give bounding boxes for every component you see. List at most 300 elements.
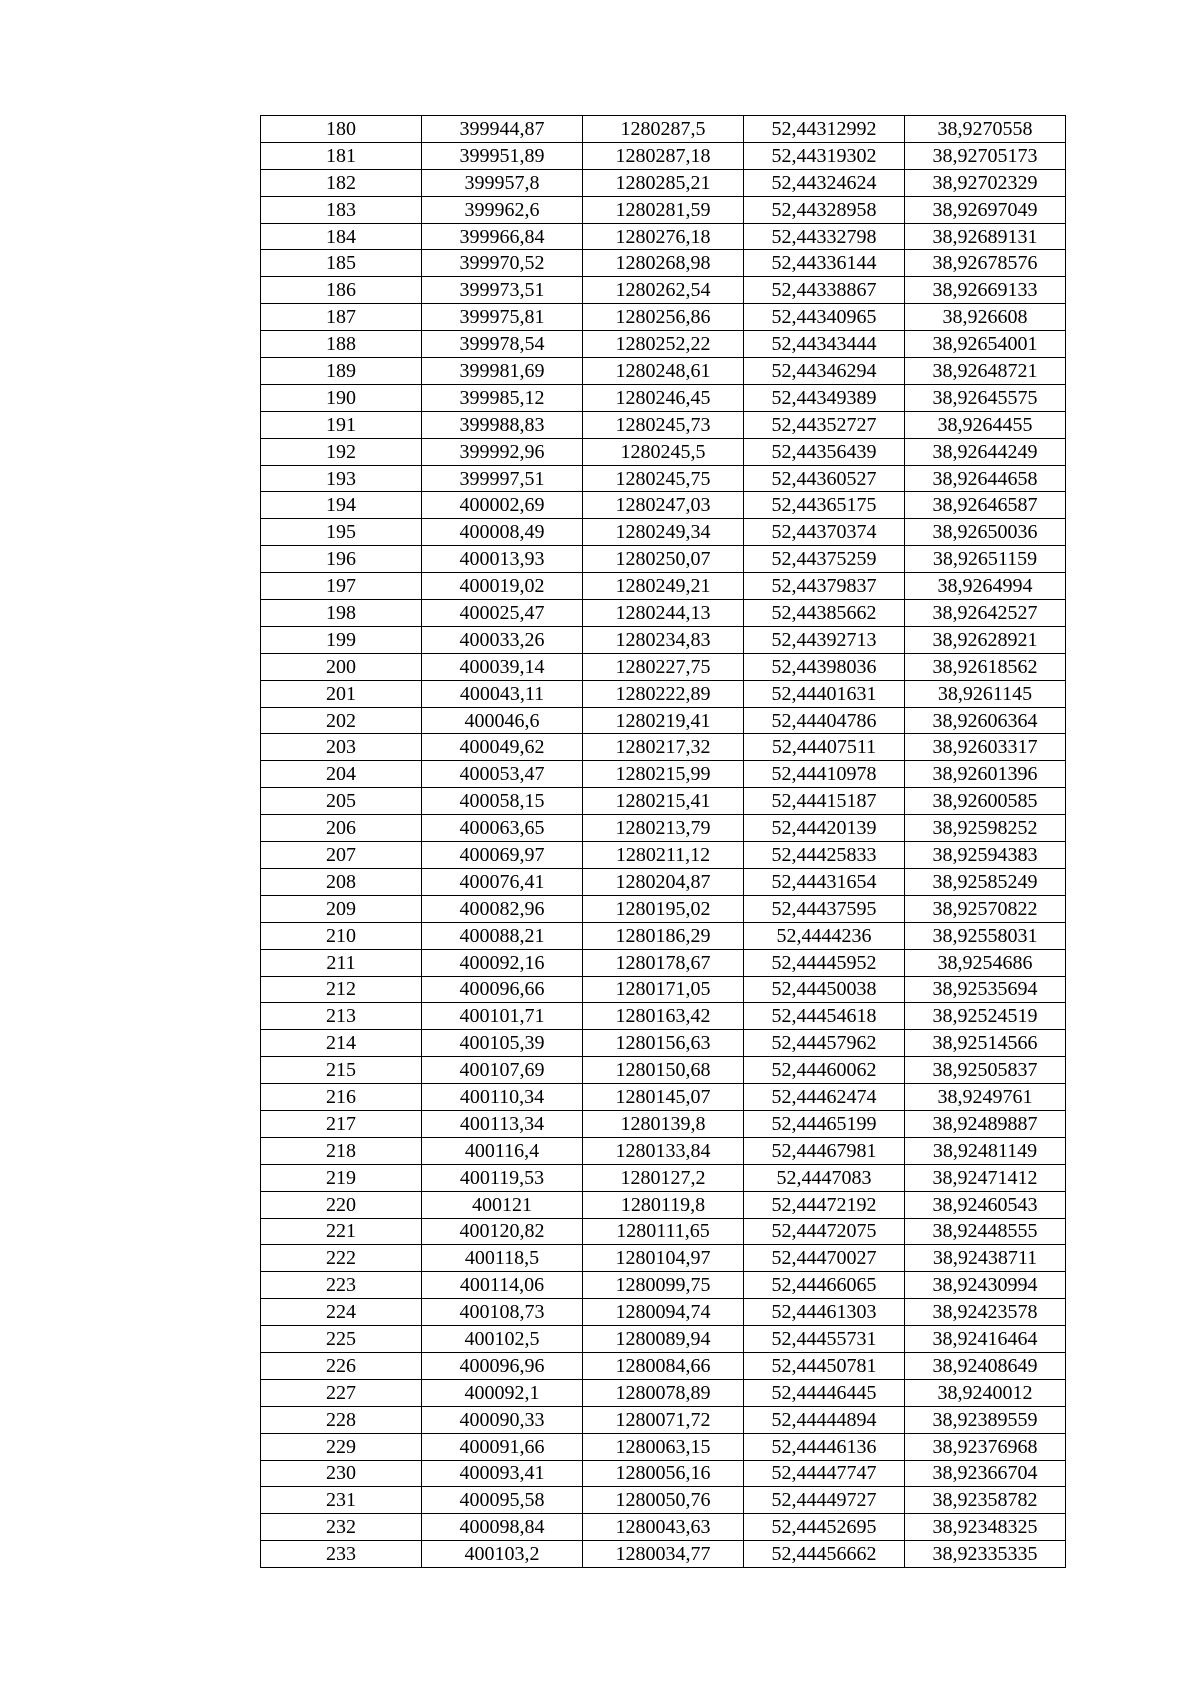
point-number-cell: 220	[261, 1191, 422, 1218]
y-coordinate-cell: 1280249,34	[583, 519, 744, 546]
y-coordinate-cell: 1280281,59	[583, 196, 744, 223]
longitude-cell: 38,92689131	[905, 223, 1066, 250]
table-row	[261, 949, 1066, 976]
table-row	[261, 1272, 1066, 1299]
x-coordinate-cell: 400102,5	[422, 1326, 583, 1353]
x-coordinate-cell: 399957,8	[422, 169, 583, 196]
latitude-cell: 52,44461303	[744, 1299, 905, 1326]
point-number-cell: 212	[261, 976, 422, 1003]
x-coordinate-cell: 400110,34	[422, 1084, 583, 1111]
longitude-cell: 38,92697049	[905, 196, 1066, 223]
point-number-cell: 201	[261, 680, 422, 707]
longitude-cell: 38,92514566	[905, 1030, 1066, 1057]
y-coordinate-cell: 1280078,89	[583, 1379, 744, 1406]
longitude-cell: 38,92535694	[905, 976, 1066, 1003]
x-coordinate-cell: 400033,26	[422, 626, 583, 653]
latitude-cell: 52,44312992	[744, 116, 905, 143]
point-number-cell: 185	[261, 250, 422, 277]
y-coordinate-cell: 1280071,72	[583, 1406, 744, 1433]
longitude-cell: 38,9254686	[905, 949, 1066, 976]
table-row	[261, 1541, 1066, 1568]
y-coordinate-cell: 1280219,41	[583, 707, 744, 734]
latitude-cell: 52,44407511	[744, 734, 905, 761]
longitude-cell: 38,92669133	[905, 277, 1066, 304]
y-coordinate-cell: 1280156,63	[583, 1030, 744, 1057]
latitude-cell: 52,44455731	[744, 1326, 905, 1353]
table-row	[261, 1460, 1066, 1487]
latitude-cell: 52,44466065	[744, 1272, 905, 1299]
x-coordinate-cell: 399962,6	[422, 196, 583, 223]
latitude-cell: 52,44401631	[744, 680, 905, 707]
latitude-cell: 52,44472075	[744, 1218, 905, 1245]
y-coordinate-cell: 1280262,54	[583, 277, 744, 304]
latitude-cell: 52,44392713	[744, 626, 905, 653]
longitude-cell: 38,9264455	[905, 411, 1066, 438]
latitude-cell: 52,44336144	[744, 250, 905, 277]
table-row	[261, 895, 1066, 922]
x-coordinate-cell: 400092,16	[422, 949, 583, 976]
y-coordinate-cell: 1280250,07	[583, 546, 744, 573]
latitude-cell: 52,44465199	[744, 1110, 905, 1137]
table-row	[261, 1245, 1066, 1272]
longitude-cell: 38,92650036	[905, 519, 1066, 546]
x-coordinate-cell: 400082,96	[422, 895, 583, 922]
longitude-cell: 38,92598252	[905, 815, 1066, 842]
y-coordinate-cell: 1280244,13	[583, 600, 744, 627]
table-row	[261, 1406, 1066, 1433]
x-coordinate-cell: 400101,71	[422, 1003, 583, 1030]
y-coordinate-cell: 1280287,18	[583, 142, 744, 169]
table-row	[261, 250, 1066, 277]
longitude-cell: 38,92448555	[905, 1218, 1066, 1245]
point-number-cell: 213	[261, 1003, 422, 1030]
latitude-cell: 52,44385662	[744, 600, 905, 627]
latitude-cell: 52,4447083	[744, 1164, 905, 1191]
point-number-cell: 207	[261, 842, 422, 869]
point-number-cell: 233	[261, 1541, 422, 1568]
latitude-cell: 52,44467981	[744, 1137, 905, 1164]
longitude-cell: 38,92603317	[905, 734, 1066, 761]
x-coordinate-cell: 399973,51	[422, 277, 583, 304]
table-row	[261, 842, 1066, 869]
table-row	[261, 1164, 1066, 1191]
x-coordinate-cell: 400092,1	[422, 1379, 583, 1406]
latitude-cell: 52,44450781	[744, 1352, 905, 1379]
table-row	[261, 438, 1066, 465]
point-number-cell: 229	[261, 1433, 422, 1460]
table-row	[261, 1057, 1066, 1084]
x-coordinate-cell: 400119,53	[422, 1164, 583, 1191]
y-coordinate-cell: 1280043,63	[583, 1514, 744, 1541]
latitude-cell: 52,44410978	[744, 761, 905, 788]
y-coordinate-cell: 1280063,15	[583, 1433, 744, 1460]
y-coordinate-cell: 1280195,02	[583, 895, 744, 922]
x-coordinate-cell: 400063,65	[422, 815, 583, 842]
coordinates-table	[260, 115, 1066, 1568]
y-coordinate-cell: 1280268,98	[583, 250, 744, 277]
x-coordinate-cell: 400105,39	[422, 1030, 583, 1057]
y-coordinate-cell: 1280213,79	[583, 815, 744, 842]
y-coordinate-cell: 1280133,84	[583, 1137, 744, 1164]
x-coordinate-cell: 400116,4	[422, 1137, 583, 1164]
y-coordinate-cell: 1280285,21	[583, 169, 744, 196]
y-coordinate-cell: 1280178,67	[583, 949, 744, 976]
point-number-cell: 182	[261, 169, 422, 196]
point-number-cell: 216	[261, 1084, 422, 1111]
point-number-cell: 224	[261, 1299, 422, 1326]
point-number-cell: 186	[261, 277, 422, 304]
latitude-cell: 52,44470027	[744, 1245, 905, 1272]
x-coordinate-cell: 399981,69	[422, 358, 583, 385]
latitude-cell: 52,44365175	[744, 492, 905, 519]
y-coordinate-cell: 1280256,86	[583, 304, 744, 331]
y-coordinate-cell: 1280150,68	[583, 1057, 744, 1084]
table-row	[261, 600, 1066, 627]
y-coordinate-cell: 1280127,2	[583, 1164, 744, 1191]
latitude-cell: 52,44375259	[744, 546, 905, 573]
longitude-cell: 38,92408649	[905, 1352, 1066, 1379]
latitude-cell: 52,44462474	[744, 1084, 905, 1111]
y-coordinate-cell: 1280084,66	[583, 1352, 744, 1379]
point-number-cell: 217	[261, 1110, 422, 1137]
y-coordinate-cell: 1280139,8	[583, 1110, 744, 1137]
x-coordinate-cell: 399970,52	[422, 250, 583, 277]
point-number-cell: 205	[261, 788, 422, 815]
x-coordinate-cell: 400108,73	[422, 1299, 583, 1326]
y-coordinate-cell: 1280245,5	[583, 438, 744, 465]
point-number-cell: 231	[261, 1487, 422, 1514]
x-coordinate-cell: 400118,5	[422, 1245, 583, 1272]
point-number-cell: 230	[261, 1460, 422, 1487]
table-row	[261, 1379, 1066, 1406]
point-number-cell: 193	[261, 465, 422, 492]
longitude-cell: 38,92471412	[905, 1164, 1066, 1191]
longitude-cell: 38,92558031	[905, 922, 1066, 949]
table-row	[261, 734, 1066, 761]
x-coordinate-cell: 400095,58	[422, 1487, 583, 1514]
point-number-cell: 188	[261, 331, 422, 358]
table-row	[261, 761, 1066, 788]
latitude-cell: 52,44349389	[744, 384, 905, 411]
latitude-cell: 52,44447747	[744, 1460, 905, 1487]
longitude-cell: 38,92678576	[905, 250, 1066, 277]
latitude-cell: 52,44437595	[744, 895, 905, 922]
latitude-cell: 52,44431654	[744, 868, 905, 895]
latitude-cell: 52,44332798	[744, 223, 905, 250]
point-number-cell: 187	[261, 304, 422, 331]
x-coordinate-cell: 400113,34	[422, 1110, 583, 1137]
longitude-cell: 38,92585249	[905, 868, 1066, 895]
x-coordinate-cell: 400013,93	[422, 546, 583, 573]
table-row	[261, 519, 1066, 546]
latitude-cell: 52,44352727	[744, 411, 905, 438]
latitude-cell: 52,44449727	[744, 1487, 905, 1514]
table-row	[261, 680, 1066, 707]
x-coordinate-cell: 399978,54	[422, 331, 583, 358]
table-row	[261, 277, 1066, 304]
x-coordinate-cell: 400103,2	[422, 1541, 583, 1568]
x-coordinate-cell: 400120,82	[422, 1218, 583, 1245]
latitude-cell: 52,44460062	[744, 1057, 905, 1084]
x-coordinate-cell: 400069,97	[422, 842, 583, 869]
y-coordinate-cell: 1280204,87	[583, 868, 744, 895]
latitude-cell: 52,44454618	[744, 1003, 905, 1030]
latitude-cell: 52,44343444	[744, 331, 905, 358]
x-coordinate-cell: 400019,02	[422, 573, 583, 600]
y-coordinate-cell: 1280276,18	[583, 223, 744, 250]
table-row	[261, 922, 1066, 949]
table-row	[261, 1030, 1066, 1057]
table-row	[261, 573, 1066, 600]
table-row	[261, 546, 1066, 573]
longitude-cell: 38,92416464	[905, 1326, 1066, 1353]
latitude-cell: 52,44415187	[744, 788, 905, 815]
x-coordinate-cell: 400088,21	[422, 922, 583, 949]
point-number-cell: 183	[261, 196, 422, 223]
longitude-cell: 38,92600585	[905, 788, 1066, 815]
y-coordinate-cell: 1280104,97	[583, 1245, 744, 1272]
y-coordinate-cell: 1280287,5	[583, 116, 744, 143]
y-coordinate-cell: 1280089,94	[583, 1326, 744, 1353]
longitude-cell: 38,92645575	[905, 384, 1066, 411]
point-number-cell: 196	[261, 546, 422, 573]
point-number-cell: 215	[261, 1057, 422, 1084]
table-row	[261, 142, 1066, 169]
x-coordinate-cell: 400121	[422, 1191, 583, 1218]
latitude-cell: 52,44456662	[744, 1541, 905, 1568]
table-row	[261, 1487, 1066, 1514]
table-row	[261, 1352, 1066, 1379]
x-coordinate-cell: 399951,89	[422, 142, 583, 169]
table-row	[261, 465, 1066, 492]
longitude-cell: 38,92651159	[905, 546, 1066, 573]
x-coordinate-cell: 400091,66	[422, 1433, 583, 1460]
x-coordinate-cell: 400096,96	[422, 1352, 583, 1379]
x-coordinate-cell: 399966,84	[422, 223, 583, 250]
x-coordinate-cell: 399992,96	[422, 438, 583, 465]
latitude-cell: 52,44444894	[744, 1406, 905, 1433]
point-number-cell: 192	[261, 438, 422, 465]
y-coordinate-cell: 1280111,65	[583, 1218, 744, 1245]
longitude-cell: 38,92335335	[905, 1541, 1066, 1568]
y-coordinate-cell: 1280246,45	[583, 384, 744, 411]
longitude-cell: 38,92606364	[905, 707, 1066, 734]
longitude-cell: 38,92376968	[905, 1433, 1066, 1460]
latitude-cell: 52,44472192	[744, 1191, 905, 1218]
point-number-cell: 200	[261, 653, 422, 680]
table-row	[261, 1326, 1066, 1353]
y-coordinate-cell: 1280056,16	[583, 1460, 744, 1487]
longitude-cell: 38,926608	[905, 304, 1066, 331]
table-row	[261, 815, 1066, 842]
table-row	[261, 116, 1066, 143]
longitude-cell: 38,92430994	[905, 1272, 1066, 1299]
x-coordinate-cell: 400076,41	[422, 868, 583, 895]
point-number-cell: 221	[261, 1218, 422, 1245]
point-number-cell: 191	[261, 411, 422, 438]
point-number-cell: 197	[261, 573, 422, 600]
latitude-cell: 52,44425833	[744, 842, 905, 869]
longitude-cell: 38,92389559	[905, 1406, 1066, 1433]
latitude-cell: 52,44420139	[744, 815, 905, 842]
point-number-cell: 204	[261, 761, 422, 788]
point-number-cell: 203	[261, 734, 422, 761]
latitude-cell: 52,44356439	[744, 438, 905, 465]
table-row	[261, 1137, 1066, 1164]
x-coordinate-cell: 400043,11	[422, 680, 583, 707]
x-coordinate-cell: 400053,47	[422, 761, 583, 788]
table-row	[261, 331, 1066, 358]
latitude-cell: 52,44446445	[744, 1379, 905, 1406]
table-row	[261, 707, 1066, 734]
x-coordinate-cell: 399997,51	[422, 465, 583, 492]
latitude-cell: 52,44370374	[744, 519, 905, 546]
table-row	[261, 868, 1066, 895]
latitude-cell: 52,44379837	[744, 573, 905, 600]
point-number-cell: 208	[261, 868, 422, 895]
point-number-cell: 211	[261, 949, 422, 976]
x-coordinate-cell: 400025,47	[422, 600, 583, 627]
table-row	[261, 1433, 1066, 1460]
longitude-cell: 38,9270558	[905, 116, 1066, 143]
point-number-cell: 190	[261, 384, 422, 411]
y-coordinate-cell: 1280119,8	[583, 1191, 744, 1218]
latitude-cell: 52,44450038	[744, 976, 905, 1003]
table-row	[261, 1218, 1066, 1245]
latitude-cell: 52,44340965	[744, 304, 905, 331]
y-coordinate-cell: 1280245,73	[583, 411, 744, 438]
longitude-cell: 38,92644249	[905, 438, 1066, 465]
longitude-cell: 38,9249761	[905, 1084, 1066, 1111]
point-number-cell: 227	[261, 1379, 422, 1406]
point-number-cell: 199	[261, 626, 422, 653]
x-coordinate-cell: 399985,12	[422, 384, 583, 411]
longitude-cell: 38,92505837	[905, 1057, 1066, 1084]
longitude-cell: 38,92358782	[905, 1487, 1066, 1514]
y-coordinate-cell: 1280215,99	[583, 761, 744, 788]
table-row	[261, 626, 1066, 653]
latitude-cell: 52,44319302	[744, 142, 905, 169]
longitude-cell: 38,9261145	[905, 680, 1066, 707]
y-coordinate-cell: 1280163,42	[583, 1003, 744, 1030]
x-coordinate-cell: 400049,62	[422, 734, 583, 761]
y-coordinate-cell: 1280215,41	[583, 788, 744, 815]
point-number-cell: 198	[261, 600, 422, 627]
table-row	[261, 223, 1066, 250]
table-row	[261, 358, 1066, 385]
point-number-cell: 223	[261, 1272, 422, 1299]
longitude-cell: 38,92570822	[905, 895, 1066, 922]
x-coordinate-cell: 399975,81	[422, 304, 583, 331]
y-coordinate-cell: 1280034,77	[583, 1541, 744, 1568]
table-row	[261, 1191, 1066, 1218]
longitude-cell: 38,92438711	[905, 1245, 1066, 1272]
latitude-cell: 52,44398036	[744, 653, 905, 680]
table-row	[261, 653, 1066, 680]
latitude-cell: 52,44338867	[744, 277, 905, 304]
latitude-cell: 52,44404786	[744, 707, 905, 734]
y-coordinate-cell: 1280252,22	[583, 331, 744, 358]
longitude-cell: 38,92460543	[905, 1191, 1066, 1218]
x-coordinate-cell: 400058,15	[422, 788, 583, 815]
x-coordinate-cell: 400098,84	[422, 1514, 583, 1541]
table-row	[261, 1003, 1066, 1030]
y-coordinate-cell: 1280217,32	[583, 734, 744, 761]
point-number-cell: 202	[261, 707, 422, 734]
table-row	[261, 196, 1066, 223]
x-coordinate-cell: 399988,83	[422, 411, 583, 438]
longitude-cell: 38,92524519	[905, 1003, 1066, 1030]
y-coordinate-cell: 1280099,75	[583, 1272, 744, 1299]
table-row	[261, 1110, 1066, 1137]
x-coordinate-cell: 400046,6	[422, 707, 583, 734]
y-coordinate-cell: 1280145,07	[583, 1084, 744, 1111]
point-number-cell: 226	[261, 1352, 422, 1379]
table-row	[261, 384, 1066, 411]
x-coordinate-cell: 399944,87	[422, 116, 583, 143]
point-number-cell: 232	[261, 1514, 422, 1541]
longitude-cell: 38,92601396	[905, 761, 1066, 788]
latitude-cell: 52,4444236	[744, 922, 905, 949]
table-row	[261, 411, 1066, 438]
longitude-cell: 38,92705173	[905, 142, 1066, 169]
latitude-cell: 52,44328958	[744, 196, 905, 223]
y-coordinate-cell: 1280245,75	[583, 465, 744, 492]
y-coordinate-cell: 1280171,05	[583, 976, 744, 1003]
point-number-cell: 222	[261, 1245, 422, 1272]
point-number-cell: 180	[261, 116, 422, 143]
x-coordinate-cell: 400107,69	[422, 1057, 583, 1084]
latitude-cell: 52,44360527	[744, 465, 905, 492]
table-row	[261, 1514, 1066, 1541]
y-coordinate-cell: 1280249,21	[583, 573, 744, 600]
longitude-cell: 38,92423578	[905, 1299, 1066, 1326]
table-row	[261, 492, 1066, 519]
longitude-cell: 38,92702329	[905, 169, 1066, 196]
y-coordinate-cell: 1280227,75	[583, 653, 744, 680]
longitude-cell: 38,92481149	[905, 1137, 1066, 1164]
latitude-cell: 52,44446136	[744, 1433, 905, 1460]
point-number-cell: 210	[261, 922, 422, 949]
longitude-cell: 38,92366704	[905, 1460, 1066, 1487]
longitude-cell: 38,92644658	[905, 465, 1066, 492]
point-number-cell: 181	[261, 142, 422, 169]
longitude-cell: 38,92646587	[905, 492, 1066, 519]
longitude-cell: 38,9240012	[905, 1379, 1066, 1406]
point-number-cell: 206	[261, 815, 422, 842]
latitude-cell: 52,44452695	[744, 1514, 905, 1541]
y-coordinate-cell: 1280222,89	[583, 680, 744, 707]
y-coordinate-cell: 1280234,83	[583, 626, 744, 653]
coordinates-table-body	[261, 116, 1066, 1568]
table-row	[261, 169, 1066, 196]
x-coordinate-cell: 400114,06	[422, 1272, 583, 1299]
y-coordinate-cell: 1280050,76	[583, 1487, 744, 1514]
y-coordinate-cell: 1280094,74	[583, 1299, 744, 1326]
point-number-cell: 189	[261, 358, 422, 385]
point-number-cell: 195	[261, 519, 422, 546]
longitude-cell: 38,9264994	[905, 573, 1066, 600]
point-number-cell: 219	[261, 1164, 422, 1191]
table-row	[261, 304, 1066, 331]
longitude-cell: 38,92594383	[905, 842, 1066, 869]
longitude-cell: 38,92654001	[905, 331, 1066, 358]
latitude-cell: 52,44457962	[744, 1030, 905, 1057]
longitude-cell: 38,92642527	[905, 600, 1066, 627]
table-row	[261, 976, 1066, 1003]
longitude-cell: 38,92489887	[905, 1110, 1066, 1137]
table-row	[261, 788, 1066, 815]
